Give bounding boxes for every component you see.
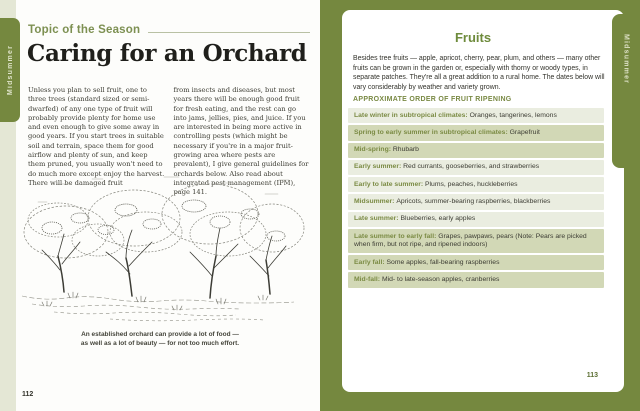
body-column-2: from insects and diseases, but most years there will be enough good fruit for fresh eating, and the rest can go into jams, jellies, pies, and juice. If you are interested in being more active in controlling pests (which might be necessary if you're in a major fruit-growing area where pests are prevalent), I give general guidelines for orchards below. Also read about integrated pest management (IPM), page 141. xyxy=(173,86,309,197)
fruits-panel xyxy=(342,10,624,392)
section-tab-right xyxy=(612,14,640,168)
panel-intro: Besides tree fruits — apple, apricot, cherry, pear, plum, and others — many other fruits can be grown in the garden or, especially with thorny or woody types, in separate patches. They're all a great addition to a rural home. The dates below will vary considerably by weather and variety grown. xyxy=(353,55,605,91)
ripening-row: Early fall: Some apples, fall-bearing raspberries xyxy=(348,255,604,270)
panel-title: Fruits xyxy=(454,30,492,45)
ripening-season-label: Late winter in subtropical climates: xyxy=(354,111,470,119)
ripening-table xyxy=(348,108,604,290)
section-tab-right-label: Midsummer xyxy=(622,34,630,85)
body-column-1: Unless you plan to sell fruit, one to three trees (standard sized or semi-dwarfed) of any one type of fruit will probably provide plenty for home use and even enough to give some away in good years. If you start trees in suitable soil and terrain, space them for good airflow and plenty of sun, and keep them pruned, you usually won't need to do much more except enjoy the harvest. There will be damaged fruit xyxy=(28,86,165,187)
section-tab-left xyxy=(0,18,20,122)
ripening-row: Mid-spring: Rhubarb xyxy=(348,143,604,158)
ripening-season-label: Early to late summer: xyxy=(354,180,426,188)
kicker-label: Topic of the Season xyxy=(28,24,141,36)
ripening-season-label: Mid-fall: xyxy=(354,275,382,283)
ripening-row: Spring to early summer in subtropical climates: Grapefruit xyxy=(348,125,604,140)
ripening-row: Early to late summer: Plums, peaches, huckleberries xyxy=(348,177,604,192)
ripening-row: Late summer: Blueberries, early apples xyxy=(348,212,604,227)
illustration-caption xyxy=(0,330,320,348)
ripening-row: Midsummer: Apricots, summer-bearing raspberries, blackberries xyxy=(348,194,604,209)
ripening-season-label: Early summer: xyxy=(354,163,404,171)
ripening-row: Early summer: Red currants, gooseberries, and strawberries xyxy=(348,160,604,175)
page-number-left: 112 xyxy=(22,391,34,398)
ripening-season-label: Early fall: xyxy=(354,258,387,266)
kicker-rule xyxy=(148,32,310,33)
kicker-row xyxy=(28,24,310,36)
caption-line-1: An established orchard can provide a lot of food — xyxy=(81,331,239,338)
caption-line-2: as well as a lot of beauty — for not too much effort. xyxy=(80,340,240,347)
ripening-row: Mid-fall: Mid- to late-season apples, cranberries xyxy=(348,272,604,287)
right-page xyxy=(320,0,640,411)
section-tab-left-label: Midsummer xyxy=(6,44,14,96)
page-number-right: 113 xyxy=(586,372,598,379)
ripening-season-label: Late summer: xyxy=(354,215,401,223)
ripening-row: Late winter in subtropical climates: Oranges, tangerines, lemons xyxy=(348,108,604,123)
page-title: Caring for an Orchard xyxy=(27,40,307,67)
ripening-season-label: Mid-spring: xyxy=(354,146,393,154)
ripening-season-label: Late summer to early fall: xyxy=(354,232,439,240)
ripening-row: Late summer to early fall: Grapes, pawpaws, pears (Note: Pears are picked when firm, but not ripe, and ripened indoors) xyxy=(348,229,604,253)
orchard-illustration xyxy=(14,170,310,326)
ripening-season-label: Midsummer: xyxy=(354,197,397,205)
ripening-season-label: Spring to early summer in subtropical climates: xyxy=(354,128,510,136)
ripening-table-title: APPROXIMATE ORDER OF FRUIT RIPENING xyxy=(353,96,512,103)
